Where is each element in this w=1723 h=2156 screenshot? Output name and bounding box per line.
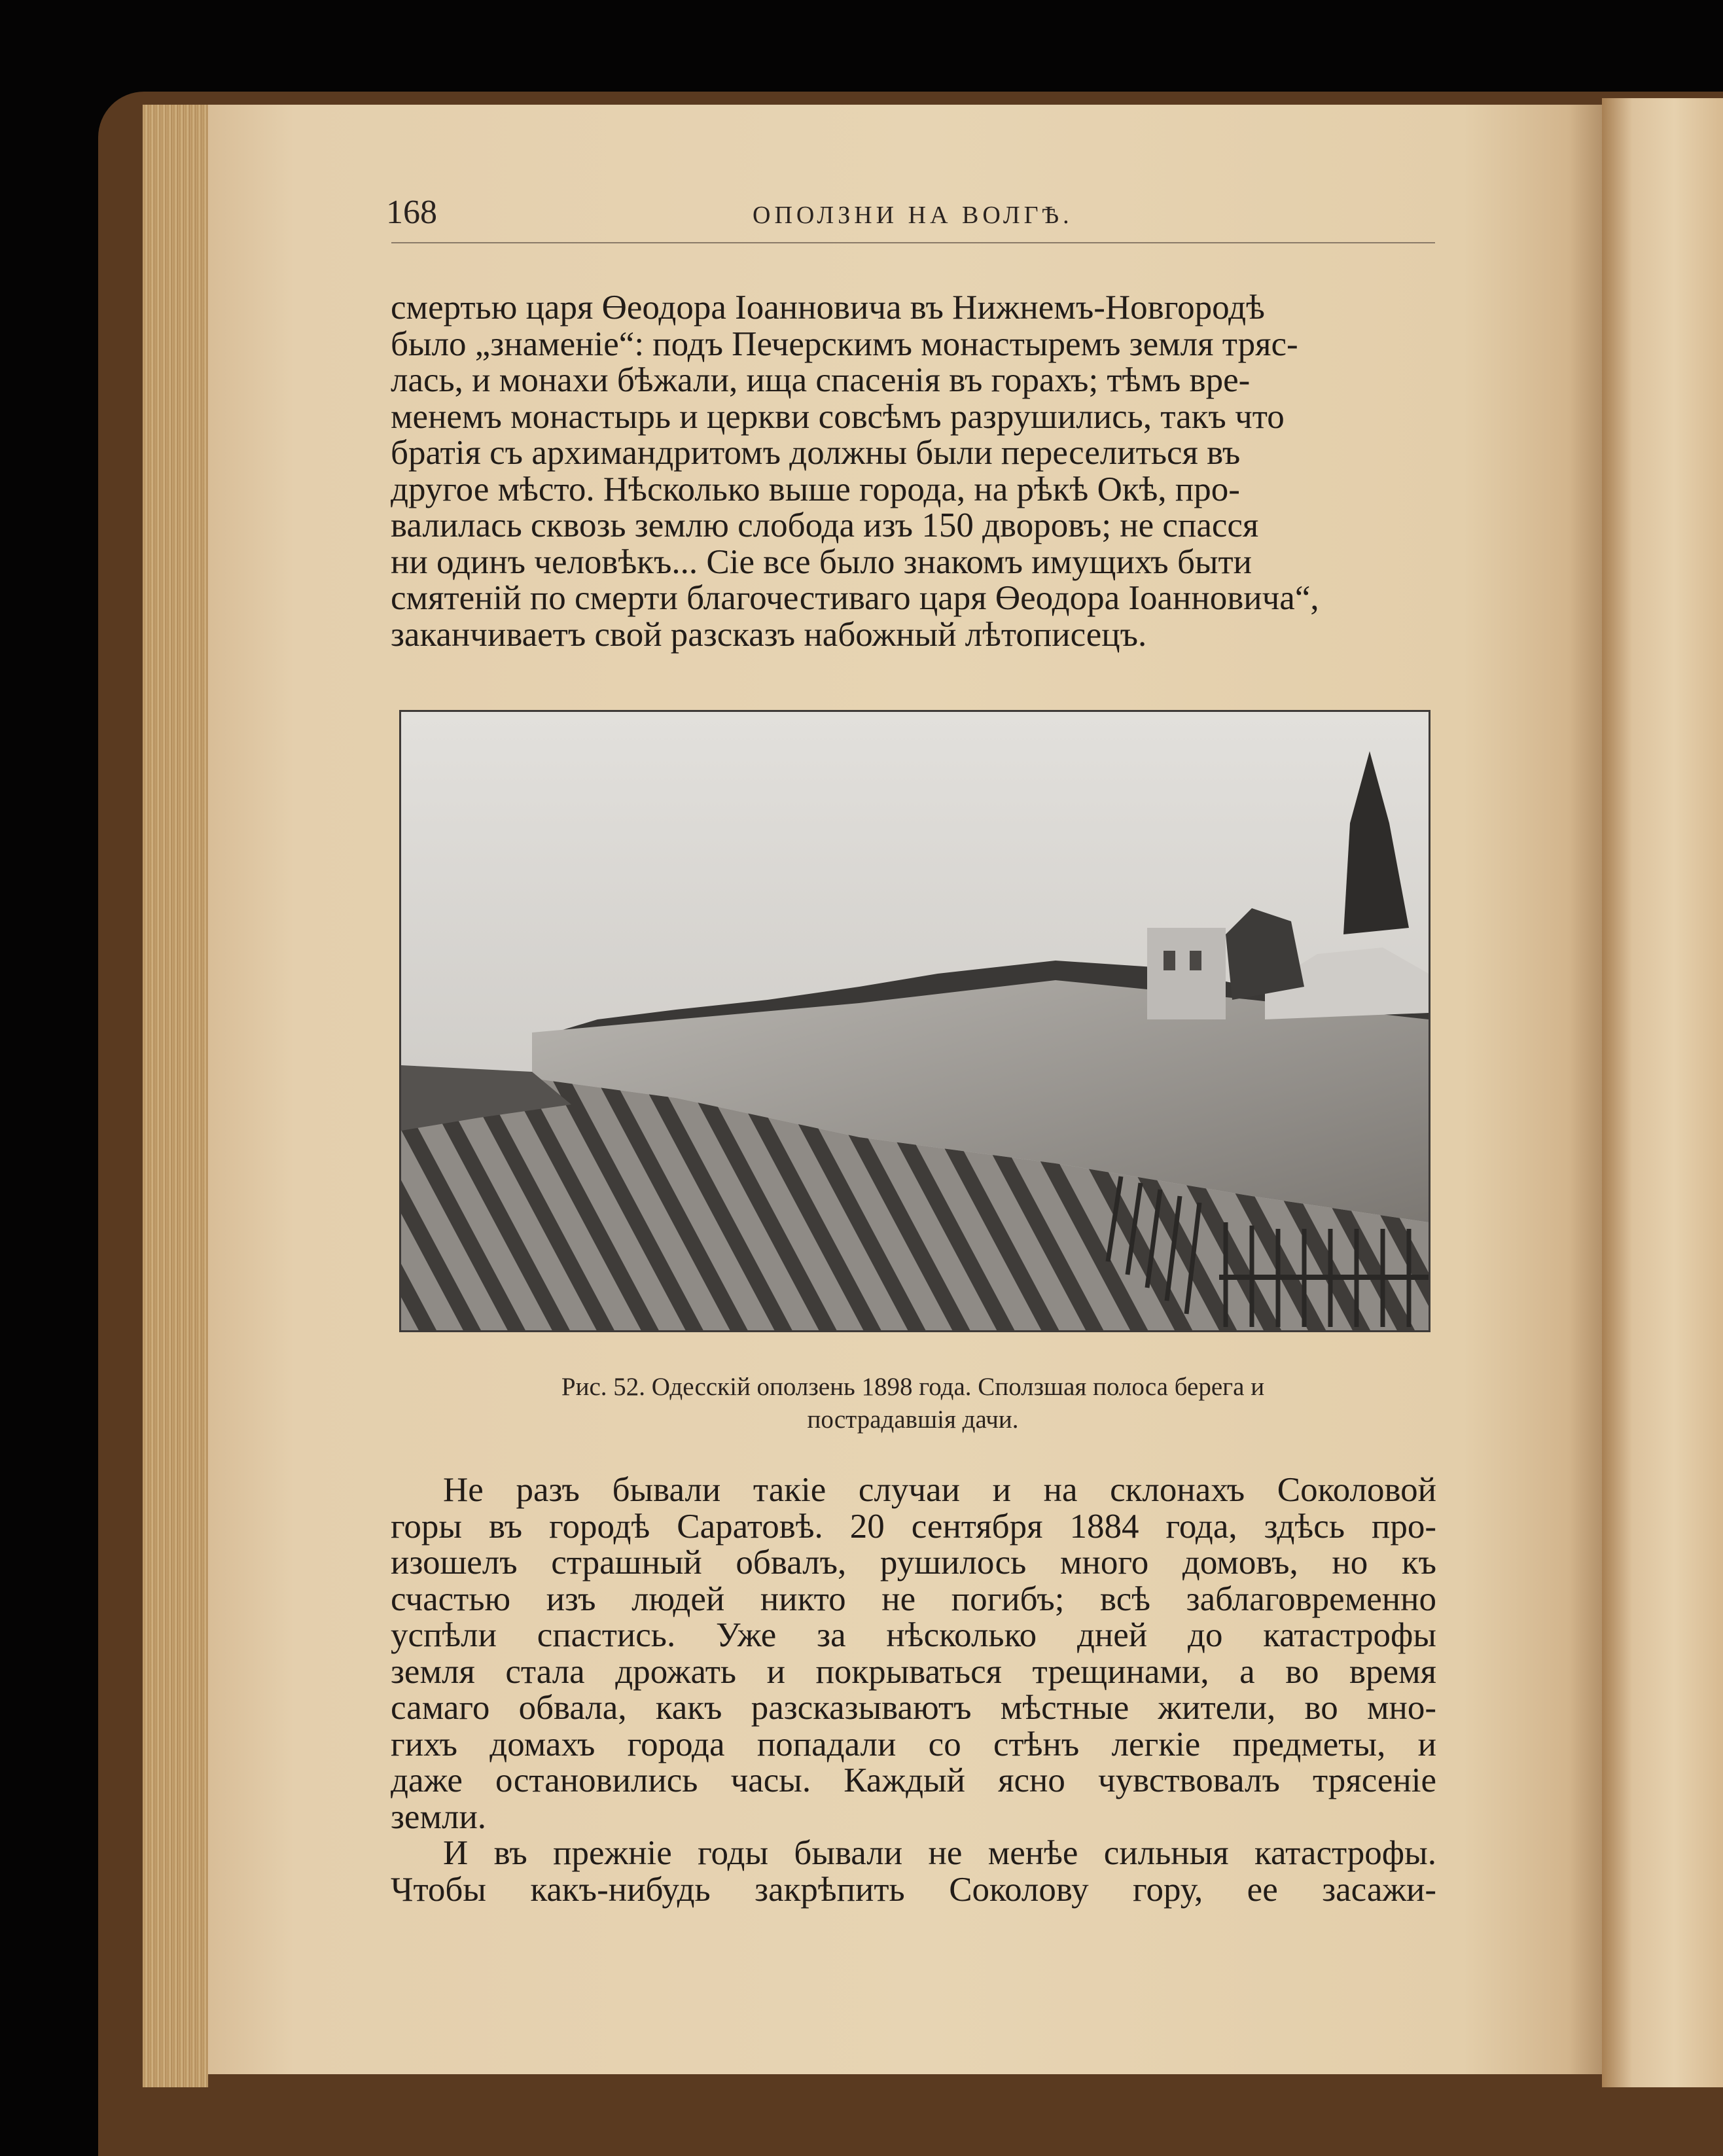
text-line: было „знаменіе“: подъ Печерскимъ монастыремъ земля тряс-: [391, 325, 1298, 363]
text-line: смертью царя Өеодора Іоанновича въ Нижнемъ-Новгородѣ: [391, 289, 1265, 327]
figure-caption: [412, 1371, 1413, 1436]
text-line: ни одинъ человѣкъ... Сіе все было знакомъ имущихъ быти: [391, 542, 1252, 581]
text-line: заканчиваетъ свой разсказъ набожный лѣтописецъ.: [391, 615, 1147, 654]
text-line: счастью изъ людей никто не погибъ; всѣ заблаговременно: [391, 1580, 1436, 1618]
caption-line: пострадавшія дачи.: [807, 1405, 1019, 1434]
header-rule: [391, 242, 1435, 243]
text-line: даже остановились часы. Каждый ясно чувствовалъ трясеніе: [391, 1761, 1436, 1799]
text-line: смятеній по смерти благочестиваго царя Өеодора Іоанновича“,: [391, 579, 1319, 617]
bottom-paragraph-1: [391, 1472, 1436, 1835]
text-line: самаго обвала, какъ разсказываютъ мѣстные жители, во мно-: [391, 1689, 1436, 1727]
page-number: 168: [386, 194, 437, 231]
page-edges: [143, 105, 208, 2087]
text-line: изошелъ страшный обвалъ, рушилось много домовъ, но къ: [391, 1544, 1436, 1582]
text-line: Чтобы какъ-нибудь закрѣпить Соколову гору, ее засажи-: [391, 1870, 1436, 1909]
caption-line: Рис. 52. Одесскій оползень 1898 года. Сползшая полоса берега и: [561, 1373, 1265, 1401]
text-line: другое мѣсто. Нѣсколько выше города, на рѣкѣ Окѣ, про-: [391, 470, 1240, 508]
text-line: лась, и монахи бѣжали, ища спасенія въ горахъ; тѣмъ вре-: [391, 361, 1251, 399]
landslide-illustration: [399, 710, 1430, 1332]
text-line: гихъ домахъ города попадали со стѣнъ легкіе предметы, и: [391, 1725, 1436, 1763]
page-header: [386, 193, 1433, 245]
text-line: Не разъ бывали такіе случаи и на склонахъ Соколовой: [443, 1471, 1436, 1509]
text-line: менемъ монастырь и церкви совсѣмъ разрушились, такъ что: [391, 397, 1285, 436]
text-line: братія съ архимандритомъ должны были переселиться въ: [391, 434, 1241, 472]
bottom-paragraph-2: [391, 1835, 1436, 1908]
top-paragraph: [391, 290, 1436, 653]
text-line: И въ прежніе годы бывали не менѣе сильныя катастрофы.: [443, 1834, 1436, 1872]
running-head: ОПОЛЗНИ НА ВОЛГѢ.: [753, 202, 1073, 229]
text-line: горы въ городѣ Саратовѣ. 20 сентября 1884 года, здѣсь про-: [391, 1507, 1436, 1546]
text-line: успѣли спастись. Уже за нѣсколько дней до катастрофы: [391, 1616, 1436, 1654]
text-line: земля стала дрожать и покрываться трещинами, а во время: [391, 1652, 1436, 1691]
facing-page-edge: [1602, 98, 1723, 2087]
text-line: земли.: [391, 1797, 487, 1836]
text-line: валилась сквозь землю слобода изъ 150 дворовъ; не спасся: [391, 506, 1259, 544]
